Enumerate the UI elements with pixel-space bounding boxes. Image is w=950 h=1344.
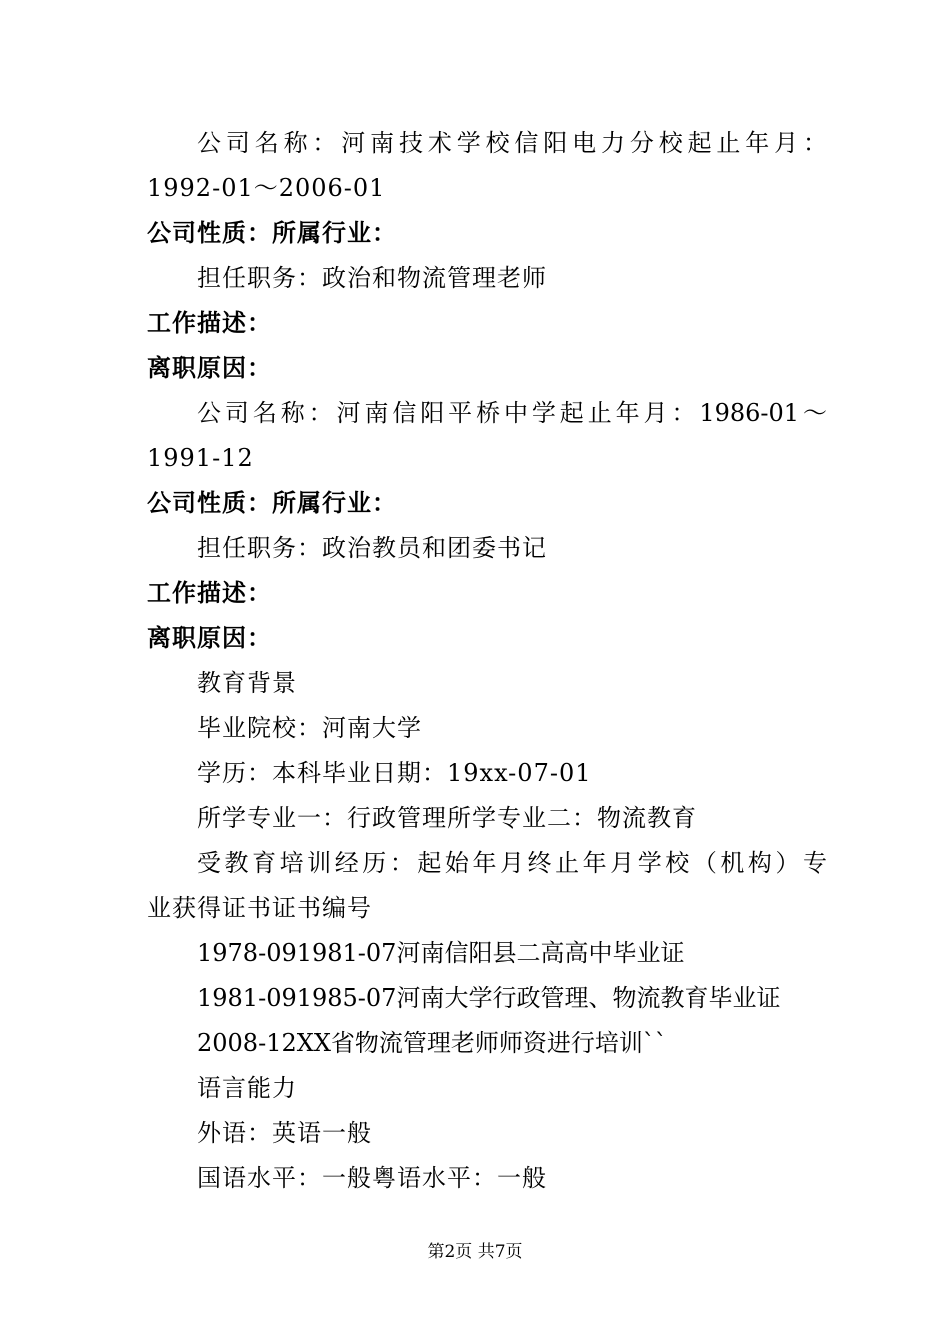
training-entry-3: 2008-12XX省物流管理老师师资进行培训`` [197, 1029, 667, 1057]
company-dates-line-2: 1991-12 [147, 444, 254, 472]
training-entry-1: 1978-091981-07河南信阳县二高高中毕业证 [197, 939, 685, 967]
leave-reason-label-2: 离职原因： [147, 623, 272, 652]
company-name-line-2: 公司名称：河南信阳平桥中学起止年月：1986-01～ [197, 399, 827, 427]
leave-reason-label-1: 离职原因： [147, 353, 272, 382]
position-line-1: 担任职务：政治和物流管理老师 [197, 264, 547, 292]
education-heading: 教育背景 [197, 669, 297, 697]
position-line-2: 担任职务：政治教员和团委书记 [197, 534, 547, 562]
work-description-label-1: 工作描述： [147, 308, 272, 337]
work-description-label-2: 工作描述： [147, 578, 272, 607]
training-entry-2: 1981-091985-07河南大学行政管理、物流教育毕业证 [197, 984, 781, 1012]
degree-line: 学历：本科毕业日期：19xx-07-01 [197, 759, 592, 787]
foreign-language-line: 外语：英语一般 [197, 1119, 372, 1147]
company-nature-line-1: 公司性质：所属行业： [147, 218, 397, 247]
major-line: 所学专业一：行政管理所学专业二：物流教育 [197, 804, 697, 832]
training-header-line: 受教育培训经历：起始年月终止年月学校（机构）专 [197, 849, 827, 877]
page-number-footer: 第2页 共7页 [427, 1242, 523, 1262]
company-nature-line-2: 公司性质：所属行业： [147, 488, 397, 517]
language-heading: 语言能力 [197, 1074, 297, 1102]
training-header-continuation: 业获得证书证书编号 [147, 894, 372, 922]
graduated-school-line: 毕业院校：河南大学 [197, 714, 422, 742]
company-name-line-1: 公司名称：河南技术学校信阳电力分校起止年月： [197, 129, 827, 157]
dialect-level-line: 国语水平：一般粤语水平：一般 [197, 1164, 547, 1192]
company-dates-line-1: 1992-01～2006-01 [147, 174, 386, 202]
